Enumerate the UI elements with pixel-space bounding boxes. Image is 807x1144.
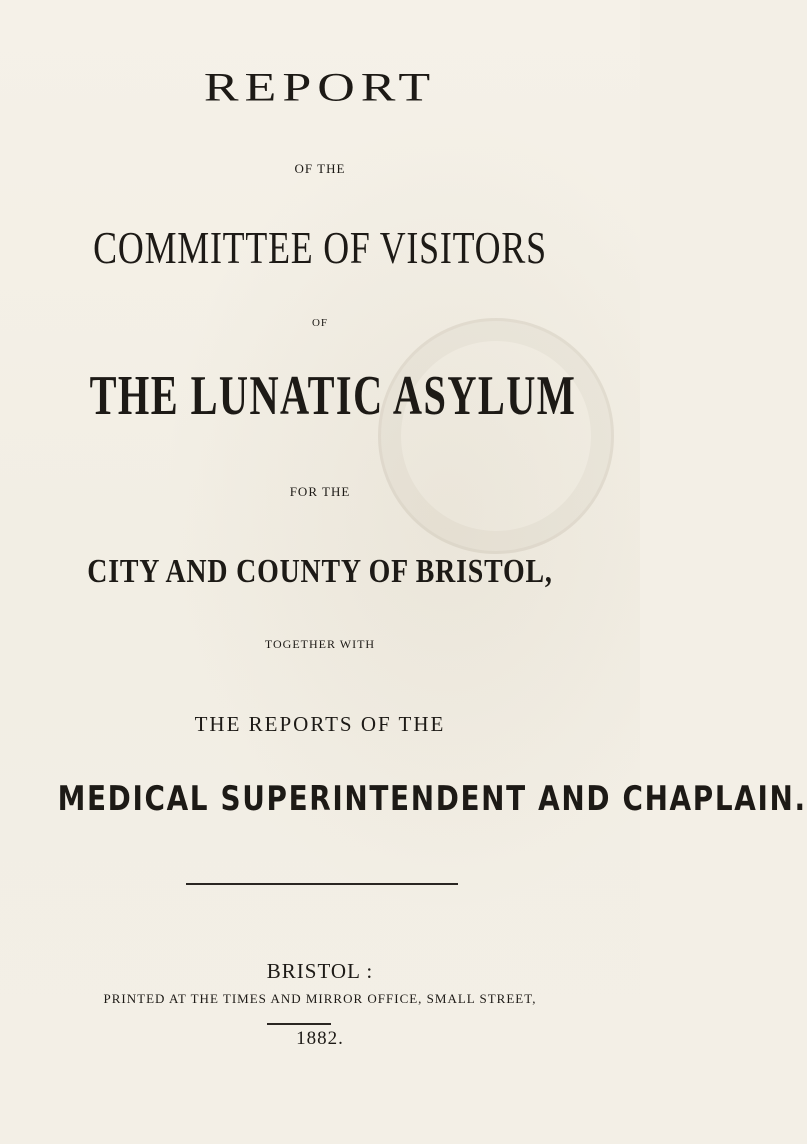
for-the-text: FOR THE — [289, 484, 351, 499]
place-of-publication: BRISTOL : — [266, 959, 374, 983]
city-heading: CITY AND COUNTY OF BRISTOL, — [87, 553, 553, 590]
of-the-text: OF THE — [294, 161, 346, 176]
report-title: REPORT — [203, 65, 437, 110]
reports-of-the-text: THE REPORTS OF THE — [194, 712, 446, 736]
of-text: OF — [311, 317, 329, 329]
publication-year: 1882. — [296, 1028, 344, 1049]
short-divider-rule — [267, 1023, 331, 1025]
institution-heading: THE LUNATIC ASYLUM — [89, 365, 577, 427]
printer-imprint: PRINTED AT THE TIMES AND MIRROR OFFICE, SMALL STREET, — [103, 991, 537, 1006]
together-with-text: TOGETHER WITH — [264, 637, 376, 651]
library-stamp-watermark — [378, 318, 614, 554]
officers-heading: MEDICAL SUPERINTENDENT AND CHAPLAIN. — [57, 779, 807, 819]
divider-rule — [186, 883, 458, 885]
committee-heading: COMMITTEE OF VISITORS — [93, 222, 547, 273]
